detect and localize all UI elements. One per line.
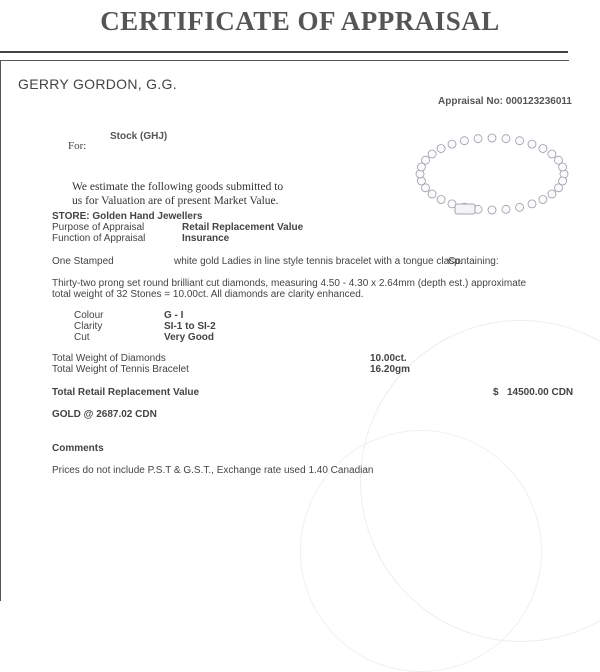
stamped-description: white gold Ladies in line style tennis bracelet with a tongue clasp. (174, 256, 463, 267)
grading-value: SI-1 to SI-2 (164, 321, 216, 332)
bracelet-stone (474, 135, 482, 143)
bracelet-stone (516, 137, 524, 145)
comments-heading: Comments (52, 443, 104, 454)
bracelet-stone (502, 135, 510, 143)
bracelet-stone (559, 163, 567, 171)
bracelet-stone (528, 140, 536, 148)
bracelet-stone (528, 200, 536, 208)
for-label: For: (68, 140, 87, 152)
bracelet-stone (516, 203, 524, 211)
bracelet-stone (422, 156, 430, 164)
bracelet-stone (437, 145, 445, 153)
bracelet-stone (502, 205, 510, 213)
retail-currency: $ (493, 387, 499, 398)
appraisal-number: Appraisal No: 000123236011 (438, 96, 572, 107)
grading-value: G - I (164, 310, 184, 321)
bracelet-stone (548, 190, 556, 198)
grading-label: Colour (74, 310, 104, 321)
bracelet-stone (555, 184, 563, 192)
store-name: STORE: Golden Hand Jewellers (52, 211, 203, 222)
bracelet-stone (560, 170, 568, 178)
containing-label: Containing: (448, 256, 499, 267)
total-diamonds-label: Total Weight of Diamonds (52, 353, 166, 364)
total-bracelet-label: Total Weight of Tennis Bracelet (52, 364, 189, 375)
function-label: Function of Appraisal (52, 233, 146, 244)
function-value: Insurance (182, 233, 230, 244)
grading-value: Very Good (164, 332, 215, 343)
bracelet-stone (428, 190, 436, 198)
bracelet-stone (417, 177, 425, 185)
diamonds-description-2: total weight of 32 Stones = 10.00ct. All diamonds are clarity enhanced. (52, 289, 364, 300)
title-rule (0, 51, 568, 53)
bracelet-clasp (455, 204, 475, 214)
bracelet-stone (539, 196, 547, 204)
stock-label: Stock (GHJ) (110, 131, 168, 142)
bracelet-stone (437, 196, 445, 204)
intro-line-2: us for Valuation are of present Market Value. (72, 195, 279, 207)
retail-value: 14500.00 CDN (507, 387, 574, 398)
bracelet-stone (539, 145, 547, 153)
total-diamonds-value: 10.00ct. (370, 353, 407, 364)
intro-line-1: We estimate the following goods submitted to (72, 181, 284, 193)
bracelet-stone (548, 150, 556, 158)
purpose-value: Retail Replacement Value (182, 222, 304, 233)
comments-text: Prices do not include P.S.T & G.S.T., Exchange rate used 1.40 Canadian (52, 465, 374, 476)
retail-value-label: Total Retail Replacement Value (52, 387, 200, 398)
bracelet-stone (488, 134, 496, 142)
bracelet-stone (428, 150, 436, 158)
bracelet-stone (488, 206, 496, 214)
bracelet-stone (460, 137, 468, 145)
purpose-label: Purpose of Appraisal (52, 222, 145, 233)
tennis-bracelet-photo (410, 128, 575, 228)
appraiser-name: GERRY GORDON, G.G. (18, 76, 177, 92)
bracelet-stone (416, 170, 424, 178)
grading-label: Cut (74, 332, 90, 343)
certificate-title: CERTIFICATE OF APPRAISAL (100, 6, 500, 36)
grading-label: Clarity (74, 321, 103, 332)
bracelet-stone (448, 140, 456, 148)
total-bracelet-value: 16.20gm (370, 364, 411, 375)
gold-price: GOLD @ 2687.02 CDN (52, 409, 157, 420)
stamped-label: One Stamped (52, 256, 114, 267)
diamonds-description-1: Thirty-two prong set round brilliant cut diamonds, measuring 4.50 - 4.30 x 2.64mm (depth est.) approximate (52, 278, 527, 289)
